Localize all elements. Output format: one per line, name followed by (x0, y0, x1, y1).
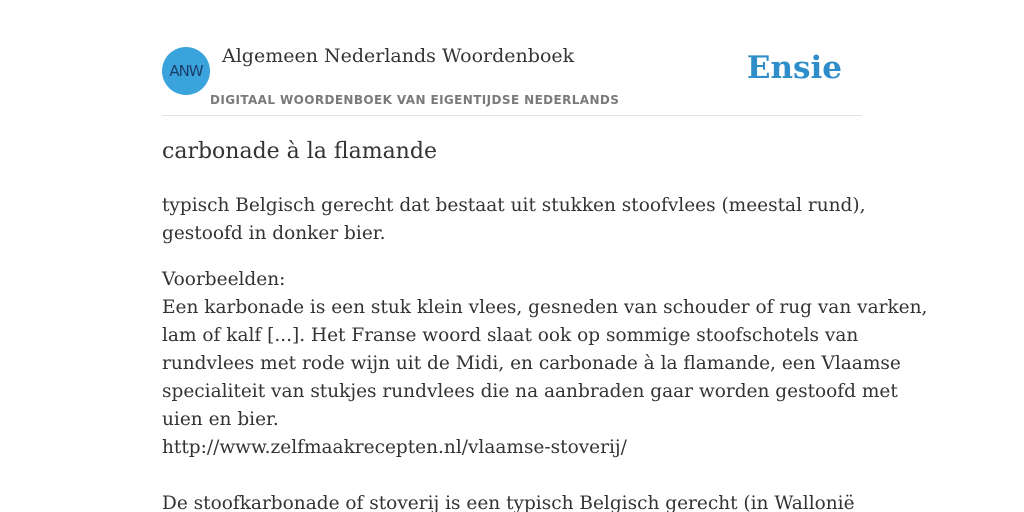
definition (162, 192, 866, 248)
examples-label: Voorbeelden: (162, 269, 286, 290)
example-line: De stoofkarbonade of stoverij is een typisch Belgisch gerecht (in Wallonië (162, 493, 855, 512)
ensie-logo[interactable]: Ensie (746, 50, 842, 86)
example-line: uien en bier. (162, 409, 279, 430)
site-subtitle: DIGITAAL WOORDENBOEK VAN EIGENTIJDSE NEDERLANDS (210, 93, 620, 107)
anw-logo[interactable] (162, 47, 210, 95)
example-line: Een karbonade is een stuk klein vlees, gesneden van schouder of rug van varken, (162, 297, 928, 318)
example-line: specialiteit van stukjes rundvlees die na aanbraden gaar worden gestoofd met (162, 381, 898, 402)
example-line: rundvlees met rode wijn uit de Midi, en carbonade à la flamande, een Vlaamse (162, 353, 901, 374)
example-line: lam of kalf [...]. Het Franse woord slaat ook op sommige stoofschotels van (162, 325, 859, 346)
entry-card (162, 0, 928, 512)
definition-line: gestoofd in donker bier. (162, 223, 386, 244)
paragraph-spacer (162, 462, 862, 490)
examples-block (162, 266, 928, 512)
definition-line: typisch Belgisch gerecht dat bestaat uit stukken stoofvlees (meestal rund), (162, 195, 866, 216)
logo-text: ANW (169, 62, 203, 80)
headword: carbonade à la flamande (162, 139, 437, 164)
site-header (162, 0, 862, 116)
example-source: http://www.zelfmaakrecepten.nl/vlaamse-stoverij/ (162, 437, 627, 458)
site-title-link[interactable]: Algemeen Nederlands Woordenboek (222, 45, 575, 67)
